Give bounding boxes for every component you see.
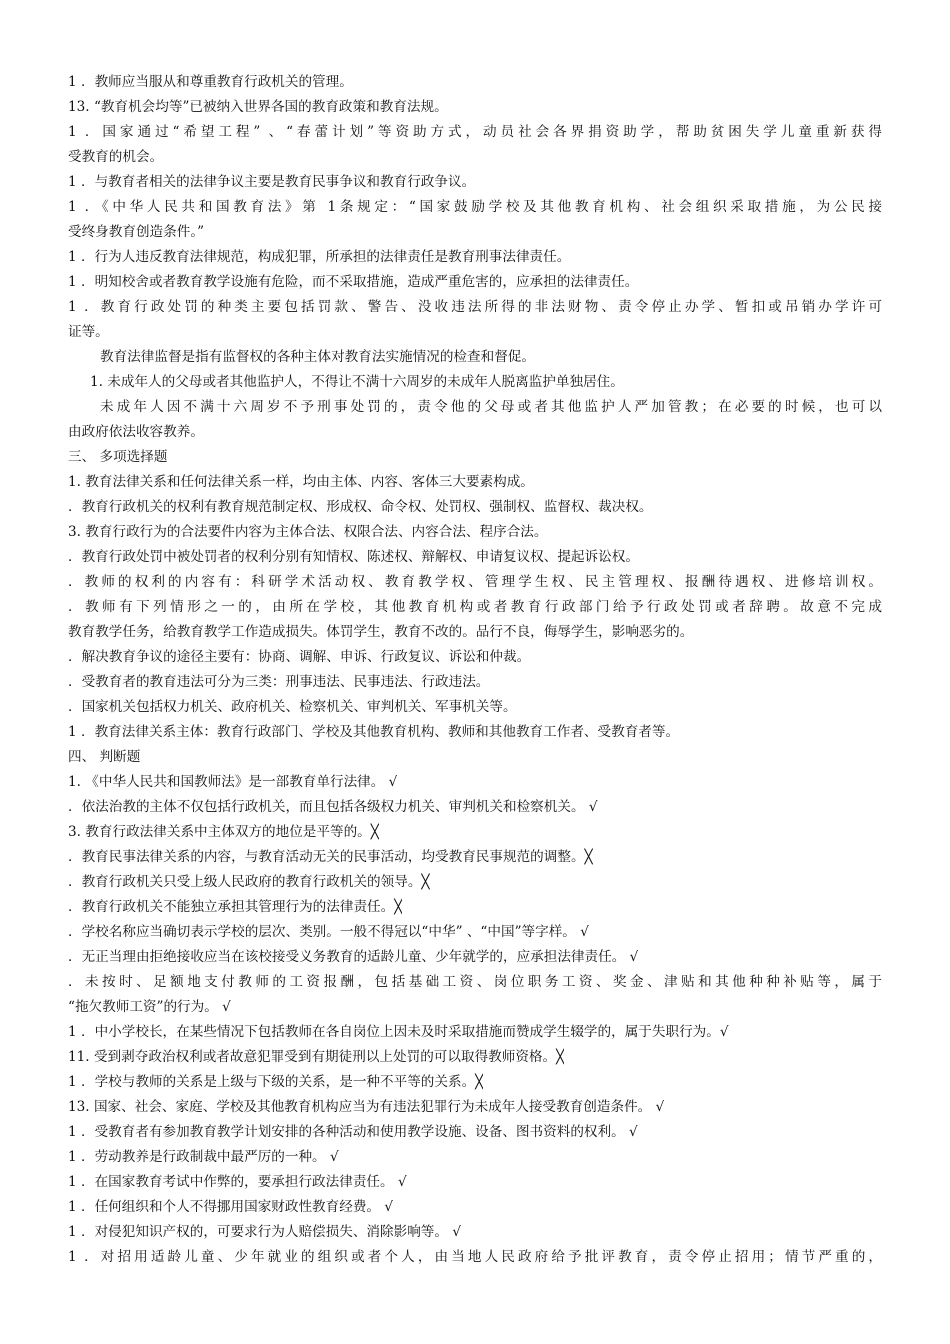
text-line: 1 ．行为人违反教育法律规范，构成犯罪，所承担的法律责任是教育刑事法律责任。 (68, 249, 571, 265)
text-line: ．无正当理由拒绝接收应当在该校接受义务教育的适龄儿童、少年就学的，应承担法律责任。 √ (68, 949, 639, 965)
text-line: ．解决教育争议的途径主要有：协商、调解、申诉、行政复议、诉讼和仲裁。 (68, 649, 531, 665)
text-line: ．国家机关包括权力机关、政府机关、检察机关、审判机关、军事机关等。 (68, 699, 517, 715)
text-line: 1. 教育法律关系和任何法律关系一样，均由主体、内容、客体三大要素构成。 (68, 474, 534, 490)
text-line: 1 ．教育法律关系主体：教育行政部门、学校及其他教育机构、教师和其他教育工作者、受教育者等。 (68, 724, 680, 740)
text-line: 1. 未成年人的父母或者其他监护人，不得让不满十六周岁的未成年人脱离监护单独居住。 (90, 374, 624, 390)
text-line: 1 ．中小学校长，在某些情况下包括教师在各自岗位上因未及时采取措施而赞成学生辍学的，属于失职行为。√ (68, 1024, 729, 1040)
text-line: 1 ．对招用适龄儿童、少年就业的组织或者个人，由当地人民政府给予批评教育，责令停止招用；情节严重的， (68, 1249, 882, 1265)
text-line: 证等。 (68, 324, 109, 340)
text-line: 11. 受到剥夺政治权利或者故意犯罪受到有期徒刑以上处罚的可以取得教师资格。╳ (68, 1049, 565, 1065)
text-line: 由政府依法收容教养。 (68, 424, 204, 440)
text-line: ．学校名称应当确切表示学校的层次、类别。一般不得冠以“中华” 、“中国”等字样。 √ (68, 924, 589, 940)
text-line: ．依法治教的主体不仅包括行政机关，而且包括各级权力机关、审判机关和检察机关。 √ (68, 799, 598, 815)
text-line: 教育教学任务，给教育教学工作造成损失。体罚学生，教育不改的。品行不良，侮辱学生，影响恶劣的。 (68, 624, 694, 640)
text-line: ．教育行政处罚中被处罚者的权利分别有知情权、陈述权、辩解权、申请复议权、提起诉讼权。 (68, 549, 639, 565)
section-heading: 三、 多项选择题 (68, 449, 168, 465)
text-line: ．教育行政机关不能独立承担其管理行为的法律责任。╳ (68, 899, 403, 915)
text-line: 教育法律监督是指有监督权的各种主体对教育法实施情况的检查和督促。 (100, 349, 535, 365)
text-line: 1 ．在国家教育考试中作弊的，要承担行政法律责任。 √ (68, 1174, 407, 1190)
text-line: ．教育民事法律关系的内容，与教育活动无关的民事活动，均受教育民事规范的调整。╳ (68, 849, 593, 865)
text-line: “拖欠教师工资”的行为。 √ (68, 999, 231, 1015)
text-line: 1 ．对侵犯知识产权的，可要求行为人赔偿损失、消除影响等。 √ (68, 1224, 461, 1240)
text-line: ．教育行政机关的权利有教育规范制定权、形成权、命令权、处罚权、强制权、监督权、裁决权。 (68, 499, 653, 515)
text-line: 1. 《中华人民共和国教师法》是一部教育单行法律。 √ (68, 774, 398, 790)
text-line: 1 ．《中华人民共和国教育法》第 1条规定：“国家鼓励学校及其他教育机构、社会组织采取措施，为公民接 (68, 199, 882, 215)
text-line: ．教育行政机关只受上级人民政府的教育行政机关的领导。╳ (68, 874, 430, 890)
text-line: 1 ．国家通过“希望工程” 、“春蕾计划”等资助方式，动员社会各界捐资助学，帮助贫困失学儿童重新获得 (68, 124, 882, 140)
text-line: 1 ．劳动教养是行政制裁中最严厉的一种。 √ (68, 1149, 339, 1165)
text-line: 13. 国家、社会、家庭、学校及其他教育机构应当为有违法犯罪行为未成年人接受教育创造条件。 √ (68, 1099, 665, 1115)
text-line: ．教师的权利的内容有：科研学术活动权、教育教学权、管理学生权、民主管理权、报酬待遇权、进修培训权。 (68, 574, 882, 590)
text-line: 受教育的机会。 (68, 149, 164, 165)
text-line: 1 ．学校与教师的关系是上级与下级的关系，是一种不平等的关系。╳ (68, 1074, 484, 1090)
text-line: 受终身教育创造条件。” (68, 224, 205, 240)
text-line: 1 ．与教育者相关的法律争议主要是教育民事争议和教育行政争议。 (68, 174, 476, 190)
text-line: 3. 教育行政行为的合法要件内容为主体合法、权限合法、内容合法、程序合法。 (68, 524, 548, 540)
text-line: 1 ．任何组织和个人不得挪用国家财政性教育经费。 √ (68, 1199, 394, 1215)
text-line: 1 ．教育行政处罚的种类主要包括罚款、警告、没收违法所得的非法财物、责令停止办学、暂扣或吊销办学许可 (68, 299, 882, 315)
text-line: 13. “教育机会均等”已被纳入世界各国的教育政策和教育法规。 (68, 99, 448, 115)
text-line: 1 ．受教育者有参加教育教学计划安排的各种活动和使用教学设施、设备、图书资料的权利。 √ (68, 1124, 638, 1140)
text-line: 3. 教育行政法律关系中主体双方的地位是平等的。╳ (68, 824, 379, 840)
text-line: ．未按时、足额地支付教师的工资报酬，包括基础工资、岗位职务工资、奖金、津贴和其他种种补贴等，属于 (68, 974, 882, 990)
text-line: ．受教育者的教育违法可分为三类：刑事违法、民事违法、行政违法。 (68, 674, 490, 690)
section-heading: 四、 判断题 (68, 749, 141, 765)
text-line: ．教师有下列情形之一的，由所在学校，其他教育机构或者教育行政部门给予行政处罚或者辞聘。故意不完成 (68, 599, 882, 615)
text-line: 未成年人因不满十六周岁不予刑事处罚的，责令他的父母或者其他监护人严加管教；在必要的时候，也可以 (100, 399, 882, 415)
text-line: 1 ．教师应当服从和尊重教育行政机关的管理。 (68, 74, 353, 90)
text-line: 1 ．明知校舍或者教育教学设施有危险，而不采取措施，造成严重危害的，应承担的法律责任。 (68, 274, 639, 290)
